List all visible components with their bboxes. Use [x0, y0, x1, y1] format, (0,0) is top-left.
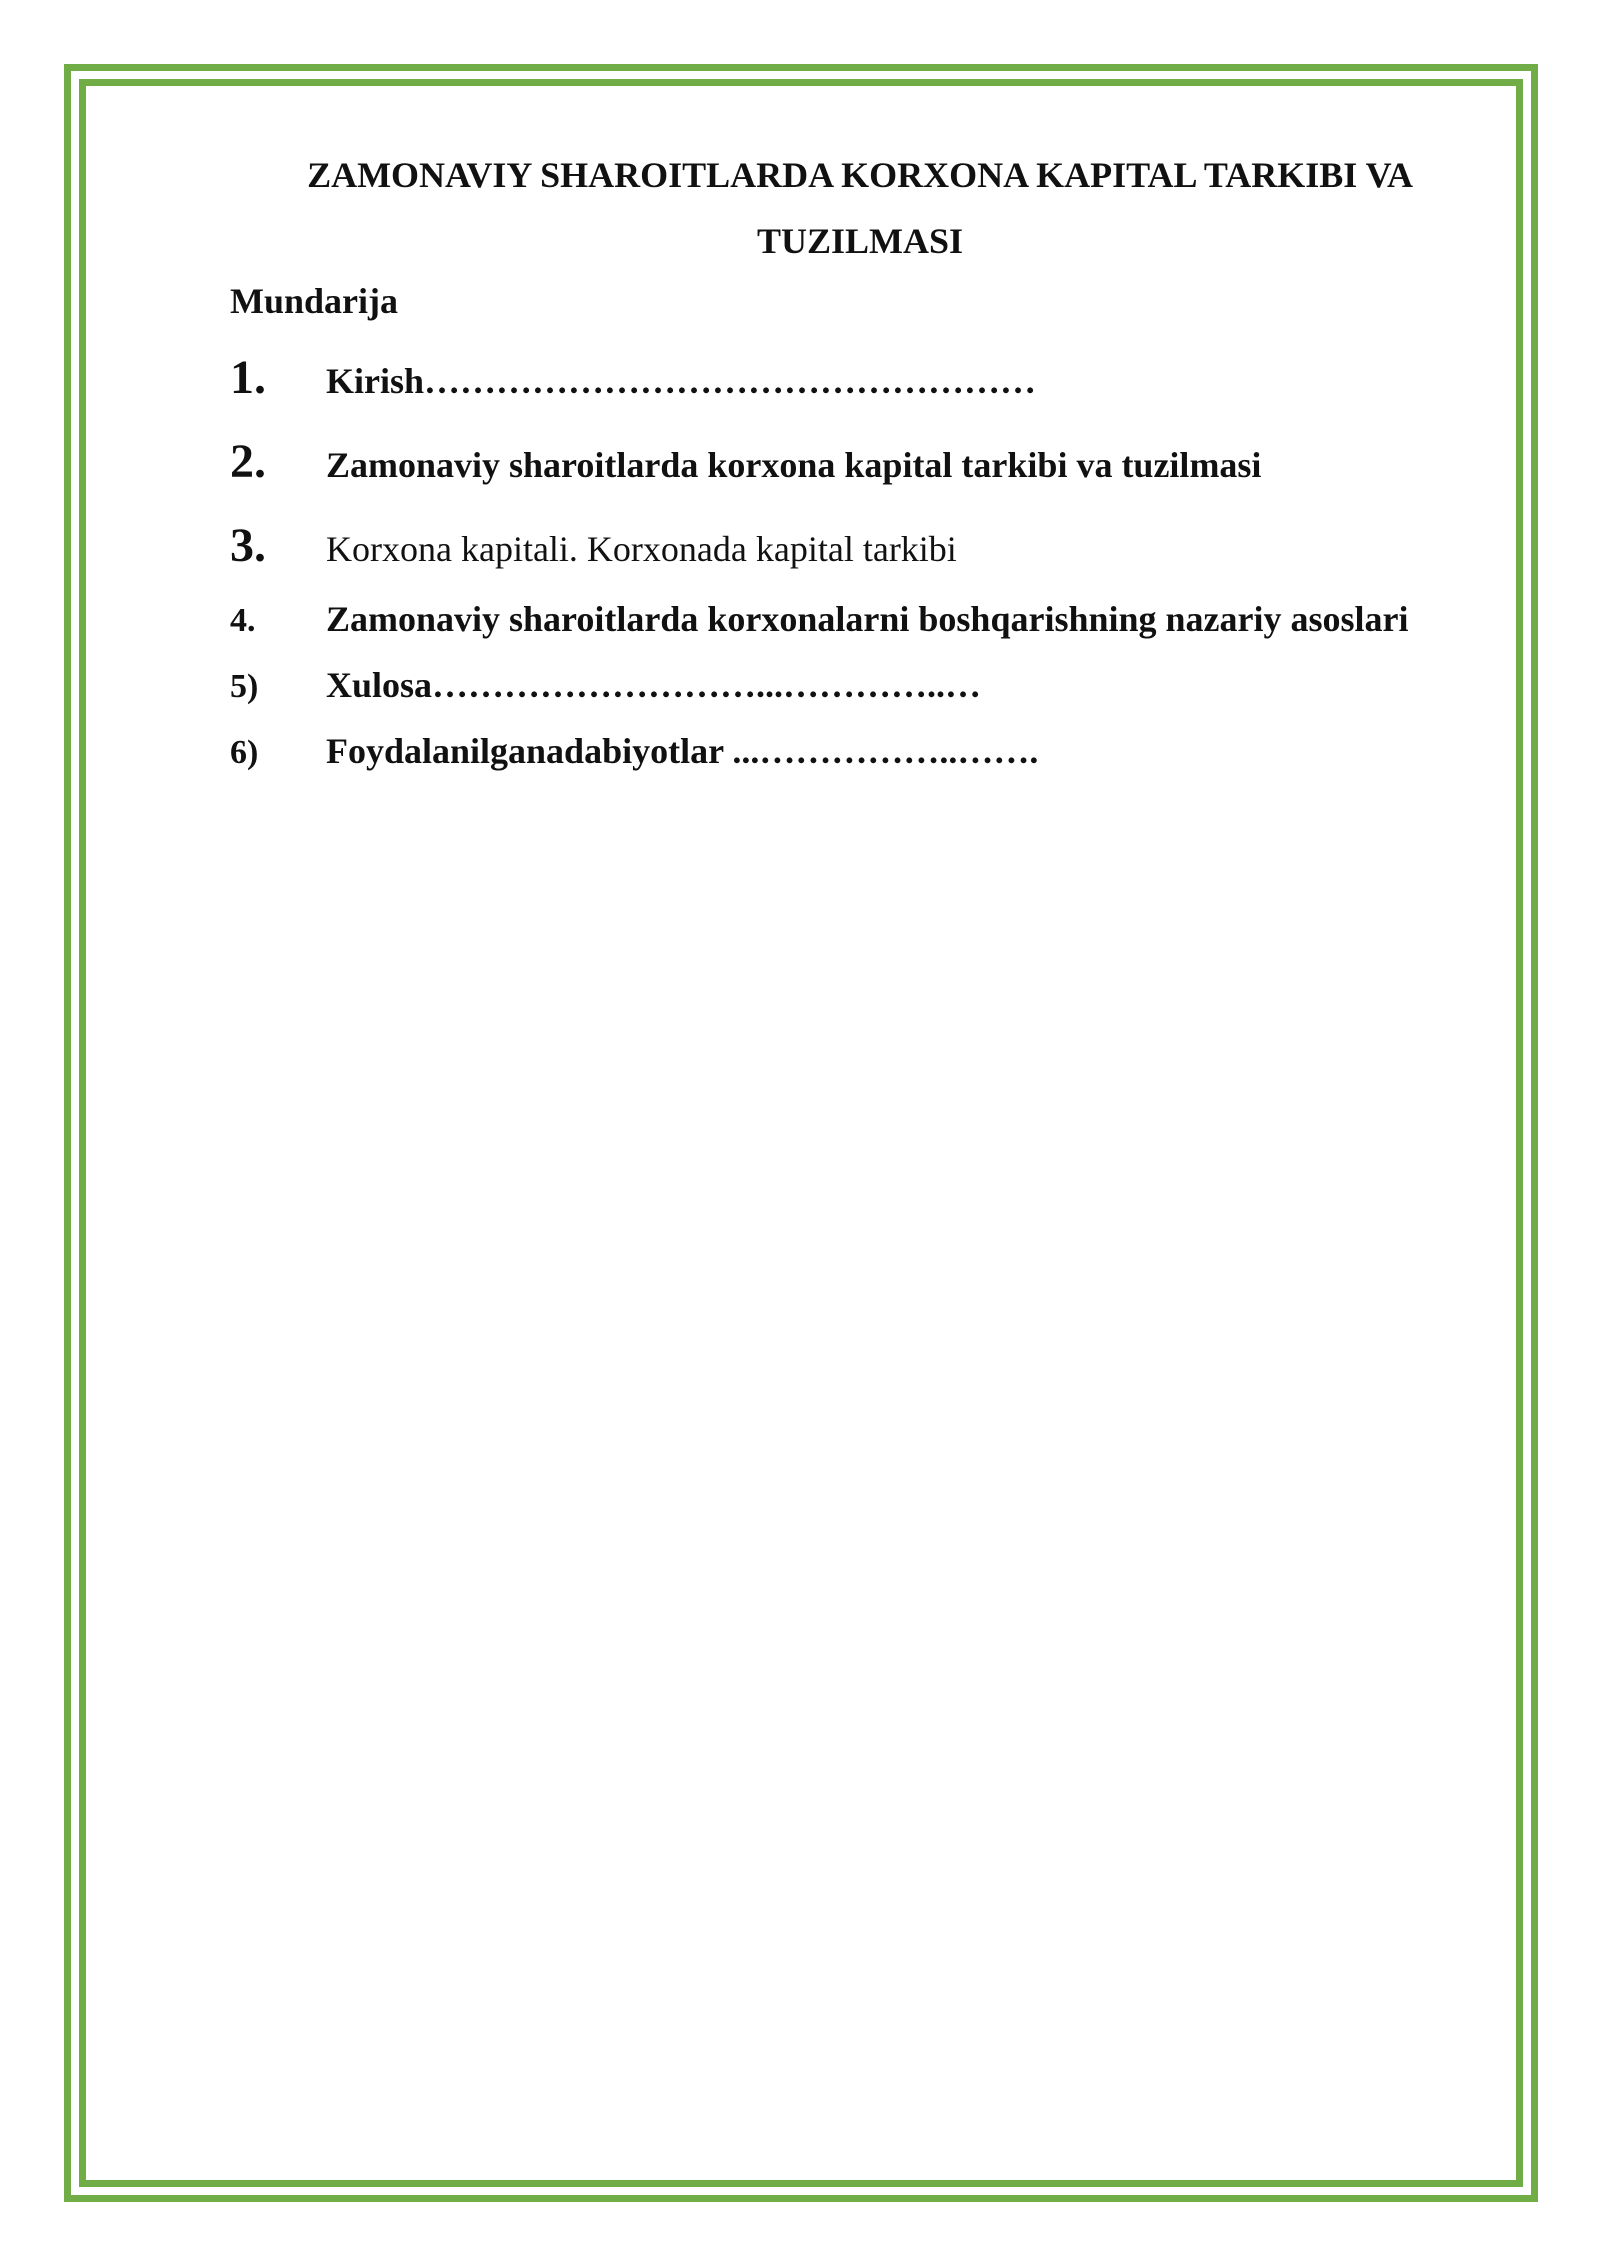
toc-text: Xulosa………………………...…………..… [326, 665, 982, 705]
toc-item-2 [230, 434, 1540, 489]
toc-number: 2. [230, 435, 266, 488]
toc-text: Zamonaviy sharoitlarda korxona kapital tarkibi va tuzilmasi [326, 445, 1262, 485]
toc-item-5 [230, 664, 1540, 706]
toc-item-3 [230, 518, 1540, 573]
toc-text: Korxona kapitali. Korxonada kapital tarkibi [326, 529, 957, 569]
toc-number: 5) [230, 668, 259, 705]
toc-item-1 [230, 350, 1540, 405]
document-title [230, 142, 1490, 274]
toc-text: Kirish…………………………………………… [326, 361, 1037, 401]
title-line-1: ZAMONAVIY SHAROITLARDA KORXONA KAPITAL TARKIBI VA [307, 155, 1413, 195]
contents-heading: Mundarija [230, 281, 399, 321]
title-line-2: TUZILMASI [756, 221, 964, 261]
toc-item-6 [230, 730, 1540, 772]
toc-number: 1. [230, 351, 266, 404]
toc-number: 3. [230, 519, 266, 572]
toc-number: 4. [230, 602, 256, 639]
toc-number: 6) [230, 734, 259, 771]
toc-text: Zamonaviy sharoitlarda korxonalarni boshqarishning nazariy asoslari [326, 599, 1409, 639]
toc-item-4 [230, 598, 1540, 640]
toc-text: Foydalanilganadabiyotlar ...……………..……. [326, 731, 1039, 771]
